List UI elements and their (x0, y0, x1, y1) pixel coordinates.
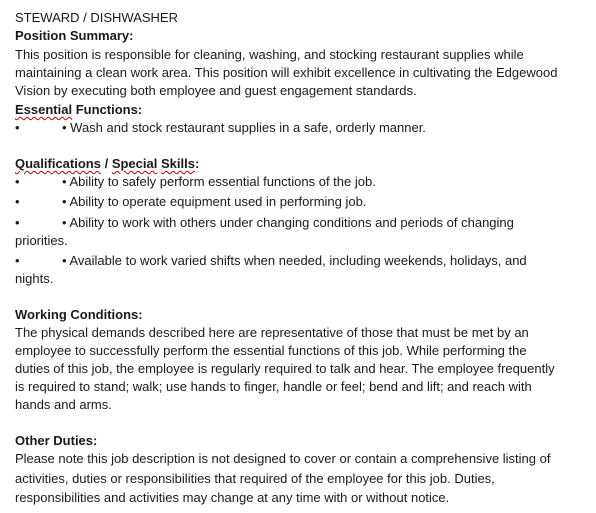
list-item-text: • Ability to operate equipment used in performing job. (62, 194, 367, 209)
summary-line: Vision by executing both employee and guest engagement standards. (15, 83, 417, 98)
summary-line: maintaining a clean work area. This position will exhibit excellence in cultivating the Edgewood (15, 65, 558, 80)
spellcheck-word: Skills (160, 156, 195, 171)
bullet-icon: • (15, 174, 20, 189)
working-line: The physical demands described here are representative of those that must be met by an (15, 325, 529, 340)
working-line: duties of this job, the employee is regularly required to talk and hear. The employee frequently (15, 361, 555, 376)
other-line: activities, duties or responsibilities that required of the employee for this job. Duties, (15, 471, 495, 486)
list-item-continuation: priorities. (15, 233, 68, 248)
list-item-text: • Wash and stock restaurant supplies in a safe, orderly manner. (62, 120, 426, 135)
spellcheck-word: Special (111, 156, 158, 171)
bullet-icon: • (15, 253, 20, 268)
spellcheck-word: Essential (15, 102, 73, 117)
spellcheck-word: Qualifications (15, 156, 101, 171)
working-line: employee to successfully perform the essential functions of this job. While performing the (15, 343, 527, 358)
essential-functions-heading: Essential Functions: (15, 102, 143, 117)
other-duties-heading: Other Duties: (15, 433, 98, 448)
list-item-text: • Ability to safely perform essential functions of the job. (62, 174, 376, 189)
bullet-icon: • (15, 194, 20, 209)
list-item-text: • Available to work varied shifts when needed, including weekends, holidays, and (62, 253, 527, 268)
working-line: hands and arms. (15, 397, 112, 412)
job-title: STEWARD / DISHWASHER (15, 10, 178, 25)
list-item-continuation: nights. (15, 271, 54, 286)
summary-line: This position is responsible for cleaning, washing, and stocking restaurant supplies while (15, 47, 524, 62)
bullet-icon: • (15, 215, 20, 230)
other-line: Please note this job description is not designed to cover or contain a comprehensive listing of (15, 451, 551, 466)
qualifications-heading: Qualifications / Special Skills: (15, 156, 200, 171)
bullet-icon: • (15, 120, 20, 135)
working-conditions-heading: Working Conditions: (15, 307, 143, 322)
other-line: responsibilities and activities may change at any time with or without notice. (15, 490, 450, 505)
working-line: is required to stand; walk; use hands to finger, handle or feel; bend and lift; and reach with (15, 379, 532, 394)
position-summary-heading: Position Summary: (15, 28, 134, 43)
list-item-text: • Ability to work with others under changing conditions and periods of changing (62, 215, 514, 230)
